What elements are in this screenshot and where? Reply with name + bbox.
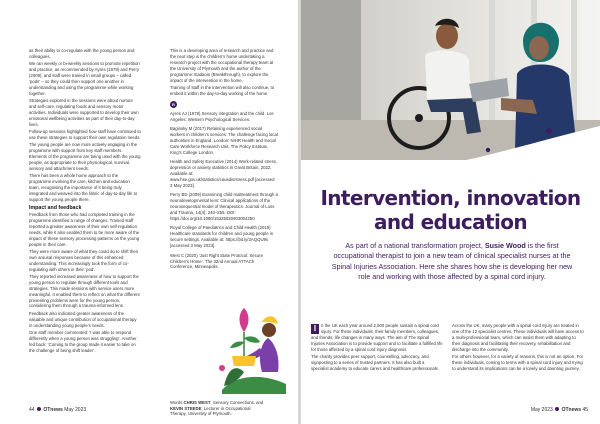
page-number: 44 (29, 407, 35, 413)
right-column-2 (452, 323, 584, 373)
paragraph: Strategies explored in the sessions were about nurture and self-care, regulating foods and sensory motor activities. Individuals were supported to develop their own emotional wellbeing activities as part of their day-to-day lives. (29, 98, 139, 127)
paragraph-text: n the UK each year around 2,500 people sustain a spinal cord injury. For these individuals, their family members, colleagues, and friends, life changes in many ways. The aim of The Spinal Injuries Association is to provide support and to facilitate a fulfilled life for those affected by a spinal cord injury diagnosis. (311, 323, 443, 352)
paragraph (311, 323, 443, 353)
drop-cap: I (311, 324, 319, 334)
paragraph: We ran weekly or bi-weekly sessions to promote repetition and practice, as recommended by Ayres (1979) and Perry (2009), and staff were trained in small groups – called ‘pods’ – so they could then support one another in understanding and using the programme while working together. (29, 61, 140, 96)
illustration-person-with-plant (214, 298, 292, 396)
credit-suffix: , Lecturer in Occupational Therapy, University of Plymouth. (170, 405, 251, 417)
section-heading: Impact and feedback (29, 204, 82, 211)
paragraph: Training of staff in the intervention will also continue, to embed it within the day-to-day working of the home. (170, 84, 275, 96)
reference-item: Perry BD (2009) Examining child maltreatment through a neurodevelopmental lens: Clinical applications of the neurosequential model of therapeutics. Journal of Loss and Trauma, 14(4): 240–255. DOI: https://doi.org/10.1080/15325020903004350 (170, 192, 278, 221)
author-credit (170, 400, 265, 417)
headline-line: Intervention, innovation (320, 186, 581, 210)
paragraph: Follow-up sessions highlighted how staff have continued to use these strategies to support their own regulation needs. (29, 128, 141, 140)
credit-mid: , Sensory Connections, and (210, 400, 264, 405)
left-column-2 (170, 48, 278, 274)
paragraph: as their ability to co-regulate with the young person and colleagues. (29, 48, 135, 59)
brand-icon (555, 407, 559, 411)
credit-prefix: Words (170, 400, 184, 405)
issue-date: May 2023 (64, 407, 87, 413)
article-headline (301, 186, 600, 234)
magazine-name: OTnews (43, 407, 63, 413)
references-list (170, 111, 278, 271)
paragraph: This is a developing area of research and practice and the next step is the children’s home undertaking a research project with the occupational therapy team at the University of Plymouth and the author of the programme: Eadaoin (Breakthrough), to explore the impact of the intervention in the home. (170, 48, 274, 83)
page-footer-right (531, 407, 588, 413)
right-page (301, 0, 600, 424)
author-name: KEVIN STEEDE (170, 405, 202, 411)
standfirst-text: is the first occupational therapist to join a new team of clinical specialist nurses at the Spinal Injuries Association. Here she shares how she is developing her new role and working with those affected by a spinal cord injury. (331, 241, 573, 282)
page-number: 45 (582, 407, 588, 413)
paragraph: There has been a whole home approach to the programme involving the care, kitchen and education team, recognising the importance of it being truly integrated and weaved into the fabric of day-to-day life to support the young people there. (29, 173, 138, 202)
left-page (0, 0, 298, 424)
page-footer-left (29, 407, 86, 413)
wave-divider (301, 118, 600, 188)
right-column-1 (311, 323, 443, 373)
left-column-1 (29, 48, 141, 355)
paragraph: They were more aware of what they could do to shift their own arousal responses because of this enhanced understanding. This increasingly took the form of co-regulating with others in their ‘pod’. (29, 248, 139, 272)
reference-item: West C (2020) ‘Just Right State Protocol: Secure Children’s Home’. The 32nd Annual ATTACh Conference, Minneapolis. (170, 252, 264, 270)
reference-item: Royal College of Paediatrics and Child Health (2019) Healthcare standards for children and young people in secure settings. Available at: https://bit.ly/3AQQU9s [accessed 3 May 2023]. (170, 225, 274, 249)
author-name: CHRIS WEST (183, 400, 211, 405)
brand-icon (37, 407, 41, 411)
author-name: Susie Wood (484, 241, 526, 250)
issue-date: May 2023 (530, 407, 553, 413)
paragraph: Feedback from those who had completed training in the programme identified a range of changes. Trained staff reported a greater awareness of their own self-regulation needs, while it also enabled them to be more aware of the impact of these sensory processing patterns on the young people in their care. (29, 212, 140, 247)
headline-line: and education (373, 210, 528, 234)
magazine-name: OTnews (561, 407, 582, 413)
paragraph: Feedback also indicated greater awareness of the valuable and unique contribution of occupational therapy in understanding young people’s needs. (29, 310, 137, 328)
paragraph: For others however, for a variety of reasons, this is not an option. For these individuals, coming to terms with a spinal cord injury and trying to understand its implications can be a lonely and daunting journey. (452, 353, 584, 371)
reference-item: Health and Safety Executive (2014) Work-related stress, depression or anxiety statistics in Great Britain, 2022. Available at: www.hse.gov.uk/statistics/causdis/stress.pdf [accessed 3 May 2023]. (170, 159, 278, 188)
paragraph: The young people are now more actively engaging in the programme with support from key staff members. Elements of the programme are being used with the young people, as appropriate to their physiological, survival, sensory and attachment needs. (29, 142, 141, 171)
paragraph: Across the UK, many people with a spinal cord injury are treated in one of the 12 specialist centres. These individuals will have access to a multi-professional team, which can assist them with adapting to their diagnosis and facilitating their recovery, rehabilitation and discharge into the community. (452, 323, 584, 352)
reference-item: Ayres AJ (1979) Sensory integration and the child. Los Angeles: Western Psychological Services. (170, 110, 274, 122)
paragraph: They reported increased awareness of how to support the young person to regulate through different tools and strategies. This made sessions with service users more meaningful. It enabled them to reflect on what the different presenting problems were for the young person, considering them through a trauma-informed lens. (29, 273, 140, 309)
paragraph: The charity provides peer support, counselling, advocacy, and signposting to a series of trusted partners. It has also built a specialist academy to educate carers and healthcare professionals. (311, 353, 440, 371)
reference-item: Baginsky M (2017) Retaining experienced social workers in children’s services: The challenge facing local authorities in England. London: NIHR Health and Social Care Workforce Research Unit, The Policy Institute, King’s College London. (170, 126, 278, 155)
paragraph: One staff member commented: ‘I was able to respond differently when a young person was struggling’. Another fed back: ‘Coming to the group made it easier to take on the challenge of being shift leader’. (29, 329, 137, 353)
standfirst-text: As part of a national transformation project, (345, 241, 485, 250)
references-badge: R (170, 101, 177, 108)
standfirst (327, 241, 577, 283)
